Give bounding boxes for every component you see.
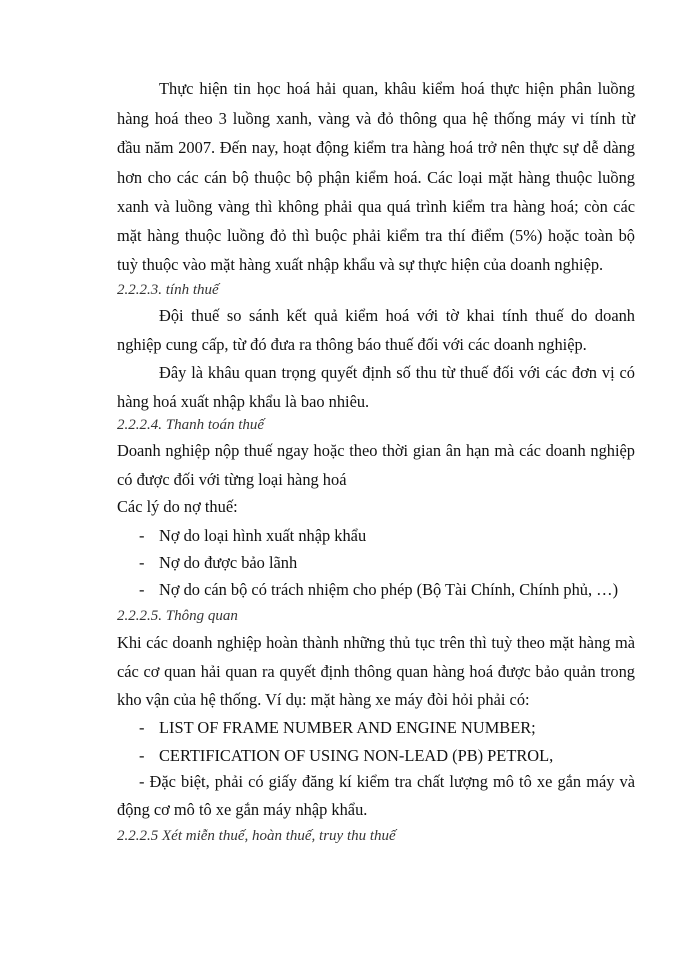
paragraph-line: mặt hàng thuộc luồng đỏ thì buộc phải kiểm tra thí điểm (5%) hoặc toàn bộ [117,226,635,245]
paragraph-line: hơn cho các cán bộ thuộc bộ phận kiểm hoá. Các loại mặt hàng thuộc luồng [117,168,635,187]
paragraph-line: kho vận của hệ thống. Ví dụ: mặt hàng xe máy đòi hỏi phải có: [117,690,530,709]
paragraph-line: Đội thuế so sánh kết quả kiểm hoá với tờ khai tính thuế do doanh [159,306,635,325]
section-heading-2-2-2-3: 2.2.2.3. tính thuế [117,282,219,298]
paragraph-line: Các lý do nợ thuế: [117,497,238,516]
list-item: CERTIFICATION OF USING NON-LEAD (PB) PETROL, [159,746,554,765]
bullet-dash: - [139,746,145,765]
section-heading-2-2-2-4: 2.2.2.4. Thanh toán thuế [117,417,265,433]
paragraph-line: tuỳ thuộc vào mặt hàng xuất nhập khẩu và sự thực hiện của doanh nghiệp. [117,255,604,274]
paragraph-line: hàng hoá xuất nhập khẩu là bao nhiêu. [117,392,370,411]
bullet-dash: - [139,718,145,737]
paragraph-line: động cơ mô tô xe gắn máy nhập khẩu. [117,800,368,819]
paragraph-line: Thực hiện tin học hoá hải quan, khâu kiểm hoá thực hiện phân luồng [159,79,635,98]
bullet-dash: - [139,526,145,545]
list-item: LIST OF FRAME NUMBER AND ENGINE NUMBER; [159,718,536,737]
paragraph-line: các cơ quan hải quan ra quyết định thông quan hàng hoá được bảo quản trong [117,662,635,681]
section-heading-2-2-2-5b: 2.2.2.5 Xét miễn thuế, hoàn thuế, truy thu thuế [117,828,396,844]
list-item: Nợ do loại hình xuất nhập khẩu [159,526,367,545]
paragraph-line: nghiệp cung cấp, từ đó đưa ra thông báo thuế đối với các doanh nghiệp. [117,335,587,354]
paragraph-line: hàng hoá theo 3 luồng xanh, vàng và đỏ thông qua hệ thống máy vi tính từ [117,109,635,128]
paragraph-line: đầu năm 2007. Đến nay, hoạt động kiểm tra hàng hoá trở nên thực sự dễ dàng [117,138,635,157]
list-item: Nợ do cán bộ có trách nhiệm cho phép (Bộ Tài Chính, Chính phủ, …) [159,580,619,599]
list-item: Nợ do được bảo lãnh [159,553,298,572]
paragraph-line: xanh và luồng vàng thì không phải qua quá trình kiểm tra hàng hoá; còn các [117,197,635,216]
bullet-dash: - [139,580,145,599]
paragraph-line: Đây là khâu quan trọng quyết định số thu từ thuế đối với các đơn vị có [159,363,635,382]
section-heading-2-2-2-5: 2.2.2.5. Thông quan [117,608,238,624]
paragraph-line: Doanh nghiệp nộp thuế ngay hoặc theo thời gian ân hạn mà các doanh nghiệp [117,441,635,460]
bullet-dash: - [139,553,145,572]
list-item: - Đặc biệt, phải có giấy đăng kí kiểm tra chất lượng mô tô xe gắn máy và [139,772,635,791]
paragraph-line: Khi các doanh nghiệp hoàn thành những thủ tục trên thì tuỳ theo mặt hàng mà [117,633,635,652]
paragraph-line: có được đối với từng loại hàng hoá [117,470,347,489]
